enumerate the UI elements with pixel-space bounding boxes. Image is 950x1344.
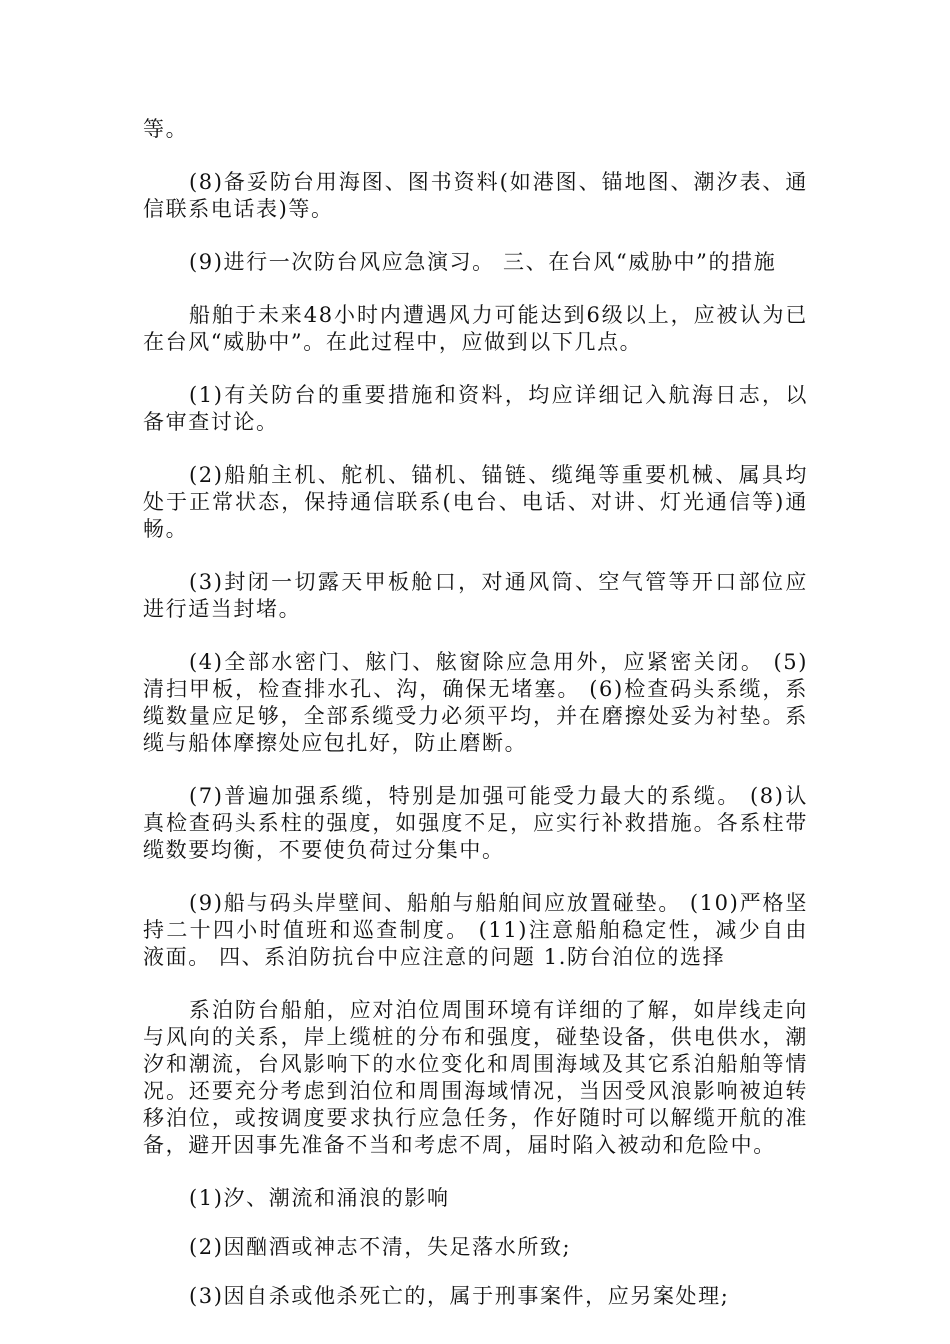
paragraph-10: (9)船与码头岸壁间、船舶与船舶间应放置碰垫。 (10)严格坚持二十四小时值班和巡查制度。 (11)注意船舶稳定性，减少自由液面。 四、系泊防抗台中应注意的问题 1.防台泊位的选择 [143, 891, 808, 969]
paragraph-3: (9)进行一次防台风应急演习。 三、在台风“威胁中”的措施 [189, 250, 777, 274]
paragraph-5: (1)有关防台的重要措施和资料，均应详细记入航海日志，以备审查讨论。 [143, 383, 808, 434]
paragraph-2: (8)备妥防台用海图、图书资料(如港图、锚地图、潮汐表、通信联系电话表)等。 [143, 170, 808, 221]
paragraph-13: (2)因酗酒或神志不清，失足落水所致; [189, 1235, 572, 1259]
paragraph-1: 等。 [143, 117, 189, 141]
paragraph-8: (4)全部水密门、舷门、舷窗除应急用外，应紧密关闭。 (5)清扫甲板，检查排水孔、沟，确保无堵塞。 (6)检查码头系缆，系缆数量应足够，全部系缆受力必须平均，并在磨擦处妥为衬垫。系缆与船体摩擦处应包扎好，防止磨断。 [143, 650, 808, 755]
paragraph-14: (3)因自杀或他杀死亡的，属于刑事案件，应另案处理; [189, 1284, 730, 1308]
paragraph-4: 船舶于未来48小时内遭遇风力可能达到6级以上，应被认为已在台风“威胁中”。在此过程中，应做到以下几点。 [143, 303, 808, 354]
paragraph-7: (3)封闭一切露天甲板舱口，对通风筒、空气管等开口部位应进行适当封堵。 [143, 570, 808, 621]
paragraph-11: 系泊防台船舶，应对泊位周围环境有详细的了解，如岸线走向与风向的关系，岸上缆桩的分布和强度，碰垫设备，供电供水，潮汐和潮流，台风影响下的水位变化和周围海域及其它系泊船舶等情况。还要充分考虑到泊位和周围海域情况，当因受风浪影响被迫转移泊位，或按调度要求执行应急任务，作好随时可以解缆开航的准备，避开因事先准备不当和考虑不周，届时陷入被动和危险中。 [143, 998, 808, 1157]
paragraph-12: (1)汐、潮流和涌浪的影响 [189, 1186, 450, 1210]
paragraph-6: (2)船舶主机、舵机、锚机、锚链、缆绳等重要机械、属具均处于正常状态，保持通信联系(电台、电话、对讲、灯光通信等)通畅。 [143, 463, 808, 541]
paragraph-9: (7)普遍加强系缆，特别是加强可能受力最大的系缆。 (8)认真检查码头系柱的强度，如强度不足，应实行补救措施。各系柱带缆数要均衡，不要使负荷过分集中。 [143, 784, 808, 862]
document-page [143, 116, 808, 1332]
